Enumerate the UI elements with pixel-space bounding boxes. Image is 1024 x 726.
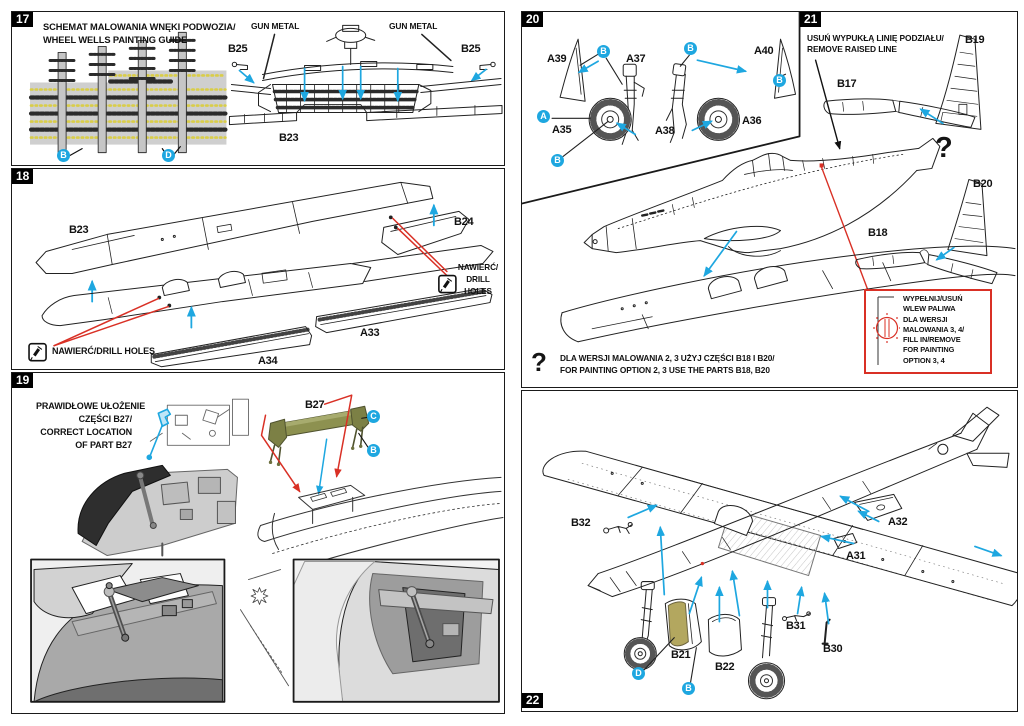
question-mark-1: ? <box>935 132 953 164</box>
panel-steps-20-21 <box>521 11 1018 388</box>
question-mark-2: ? <box>531 347 547 377</box>
part-label-a37: A37 <box>626 53 646 65</box>
part-label-a39: A39 <box>547 53 567 65</box>
step-number-21: 21 <box>800 12 821 27</box>
color-callout-d: D <box>162 149 175 162</box>
fuel-note-line7: OPTION 3, 4 <box>903 355 945 365</box>
step-number-20: 20 <box>522 12 543 27</box>
color-callout-b2: B <box>684 42 697 55</box>
drill-note-right-line1: NAWIERĆ/ <box>457 263 499 272</box>
color-callout-b1: B <box>597 45 610 58</box>
part-label-a35: A35 <box>552 124 572 136</box>
drill-note-bottom: NAWIERĆ/DRILL HOLES <box>52 346 155 356</box>
step17-title-line1: SCHEMAT MALOWANIA WNĘKI PODWOZIA/ <box>43 22 236 32</box>
gun-metal-label-left: GUN METAL <box>251 21 300 31</box>
part-label-b18: B18 <box>868 227 888 239</box>
b27-note-line2: CZĘŚCI B27/ <box>78 414 132 424</box>
fuel-note-line5: FILL IN/REMOVE <box>903 335 961 345</box>
part-label-b32: B32 <box>571 517 591 529</box>
fuel-note-line6: FOR PAINTING <box>903 345 955 355</box>
color-callout-d-door: D <box>632 667 645 680</box>
remove-line-note1: USUŃ WYPUKŁĄ LINIĘ PODZIAŁU/ <box>807 33 944 43</box>
fuel-filler-note-box <box>864 289 992 374</box>
part-label-b23: B23 <box>279 132 299 144</box>
underside-assembly-drawing <box>522 391 1017 711</box>
step-number-19: 19 <box>12 373 33 388</box>
fuel-note-line4: MALOWANIA 3, 4/ <box>903 324 965 334</box>
panel-step-22 <box>521 390 1018 712</box>
color-callout-b-door: B <box>682 682 695 695</box>
part-label-b24: B24 <box>454 216 474 228</box>
color-callout-b3: B <box>773 74 786 87</box>
part-label-b25-left: B25 <box>228 43 248 55</box>
part-label-a34: A34 <box>258 355 278 367</box>
color-callout-b: B <box>57 149 70 162</box>
part-label-b21: B21 <box>671 649 691 661</box>
wing-assembly-drawing <box>12 169 504 369</box>
part-label-b22: B22 <box>715 661 735 673</box>
step17-title-line2: WHEEL WELLS PAINTING GUIDE <box>43 34 188 45</box>
b27-note-line4: OF PART B27 <box>75 440 132 450</box>
part-label-b23-wing: B23 <box>69 224 89 236</box>
option-note-line1: DLA WERSJI MALOWANIA 2, 3 UŻYJ CZĘŚCI B18 I B20/ <box>560 353 775 363</box>
color-callout-c: C <box>367 410 380 423</box>
panel-step-18 <box>11 168 505 370</box>
remove-line-note2: REMOVE RAISED LINE <box>807 44 897 54</box>
part-label-a38: A38 <box>655 125 675 137</box>
fuel-note-line2: WLEW PALIWA <box>903 304 956 314</box>
painting-option-note <box>560 353 775 376</box>
part-label-a33: A33 <box>360 327 380 339</box>
panel-step-19 <box>11 372 505 714</box>
b27-note-line1: PRAWIDŁOWE UŁOŻENIE <box>36 401 146 411</box>
fuel-note-line1: WYPEŁNIJ/USUŃ <box>903 294 963 303</box>
part-label-b30: B30 <box>823 643 843 655</box>
b27-location-note <box>36 400 146 452</box>
step17-title <box>43 21 235 46</box>
drill-note-right-line2: DRILL <box>466 275 490 284</box>
b27-note-line3: CORRECT LOCATION <box>40 427 132 437</box>
part-label-a32: A32 <box>888 516 908 528</box>
step-number-22: 22 <box>522 693 543 708</box>
part-label-b19: B19 <box>965 34 985 46</box>
part-label-b17: B17 <box>837 78 857 90</box>
part-label-b31: B31 <box>786 620 806 632</box>
part-label-b20: B20 <box>973 178 993 190</box>
panel-step-17 <box>11 11 505 166</box>
color-callout-b4: B <box>551 154 564 167</box>
drill-note-right-line3: HOLES <box>464 287 492 296</box>
color-callout-a: A <box>537 110 550 123</box>
part-label-a31: A31 <box>846 550 866 562</box>
part-label-a36: A36 <box>742 115 762 127</box>
step-number-18: 18 <box>12 169 33 184</box>
step-number-17: 17 <box>12 12 33 27</box>
part-label-a40: A40 <box>754 45 774 57</box>
remove-raised-line-note <box>807 33 944 55</box>
part-label-b25-right: B25 <box>461 43 481 55</box>
fuel-note-line3: DLA WERSJI <box>903 314 948 324</box>
gun-metal-label-right: GUN METAL <box>389 21 438 31</box>
part-label-b27: B27 <box>305 399 325 411</box>
fuel-filler-note-text <box>903 294 964 369</box>
drill-note-right <box>453 262 503 298</box>
option-note-line2: FOR PAINTING OPTION 2, 3 USE THE PARTS B18, B20 <box>560 364 770 375</box>
fuel-filler-icon <box>870 294 900 368</box>
color-callout-b-b27: B <box>367 444 380 457</box>
